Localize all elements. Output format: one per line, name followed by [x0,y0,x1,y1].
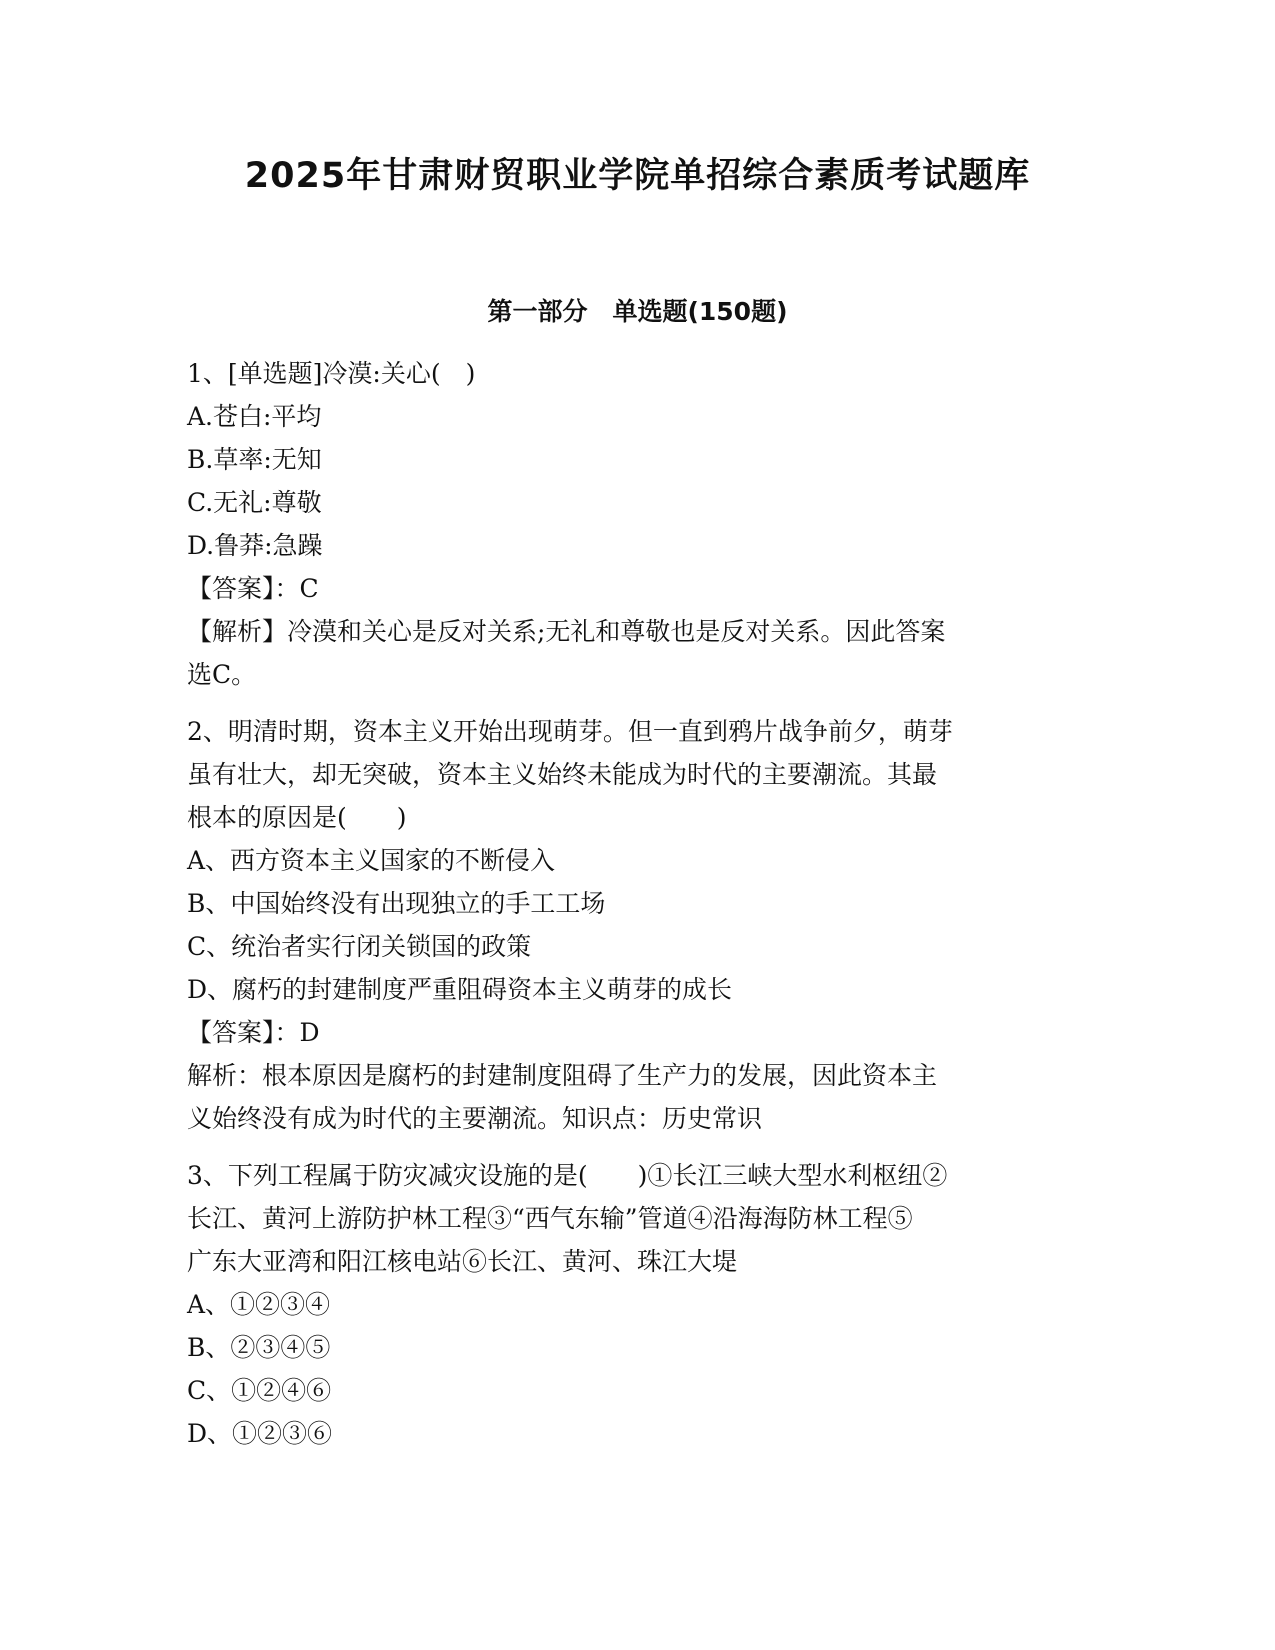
analysis: 【解析】冷漠和关心是反对关系;无礼和尊敬也是反对关系。因此答案 [187,617,946,646]
option-b: B.草率:无知 [187,445,322,474]
question-stem: 长江、黄河上游防护林工程③“西气东输”管道④沿海海防林工程⑤ [187,1204,913,1233]
analysis: 选C。 [187,660,257,689]
option-d: D、腐朽的封建制度严重阻碍资本主义萌芽的成长 [187,975,733,1004]
question-list [187,352,1087,1469]
question-stem: 3、下列工程属于防灾减灾设施的是( )①长江三峡大型水利枢纽② [187,1161,948,1190]
option-d: D、①②③⑥ [187,1419,333,1448]
option-c: C.无礼:尊敬 [187,488,322,517]
option-c: C、统治者实行闭关锁国的政策 [187,932,532,961]
option-b: B、中国始终没有出现独立的手工工场 [187,889,606,918]
document-title: 2025年甘肃财贸职业学院单招综合素质考试题库 [244,156,1031,196]
question-2 [187,710,1087,1140]
question-3 [187,1154,1087,1455]
analysis: 解析：根本原因是腐朽的封建制度阻碍了生产力的发展，因此资本主 [187,1061,938,1090]
question-stem: 根本的原因是( ) [187,803,407,832]
answer: 【答案】：C [187,574,319,603]
analysis: 义始终没有成为时代的主要潮流。知识点：历史常识 [187,1104,763,1133]
question-1 [187,352,1087,696]
option-b: B、②③④⑤ [187,1333,331,1362]
answer: 【答案】：D [187,1018,320,1047]
question-stem: 虽有壮大，却无突破，资本主义始终未能成为时代的主要潮流。其最 [187,760,938,789]
option-d: D.鲁莽:急躁 [187,531,323,560]
question-stem: 1、[单选题]冷漠:关心( ) [187,359,476,388]
question-stem: 广东大亚湾和阳江核电站⑥长江、黄河、珠江大堤 [187,1247,738,1276]
section-title: 第一部分 单选题(150题) [487,297,788,326]
option-a: A、①②③④ [187,1290,331,1319]
option-a: A.苍白:平均 [187,402,322,431]
option-c: C、①②④⑥ [187,1376,332,1405]
question-stem: 2、明清时期，资本主义开始出现萌芽。但一直到鸦片战争前夕，萌芽 [187,717,953,746]
option-a: A、西方资本主义国家的不断侵入 [187,846,556,875]
